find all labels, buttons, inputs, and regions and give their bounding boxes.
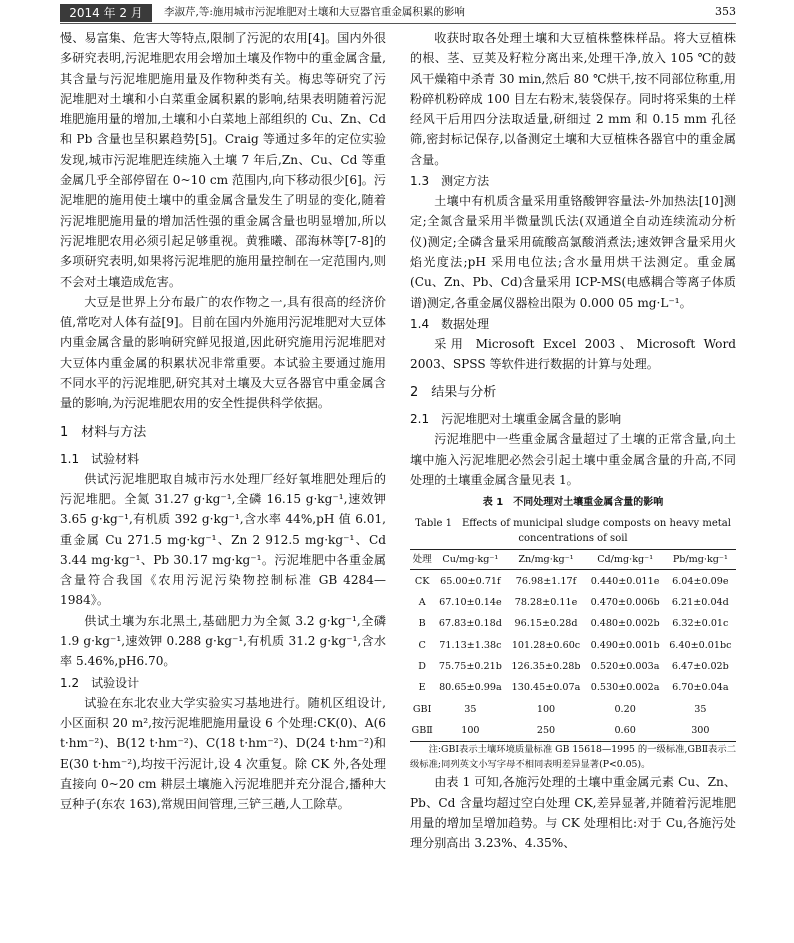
table-header-cell: 处理 (410, 550, 434, 570)
table-row (410, 592, 736, 613)
paragraph-data-processing: 采用 Microsoft Excel 2003、Microsoft Word 2003、SPSS 等软件进行数据的计算与处理。 (410, 336, 736, 372)
table-cell: 6.40±0.01bc (669, 639, 732, 651)
table-row (410, 720, 736, 742)
table-header-row (410, 550, 736, 570)
table-header-cell: Pb/mg·kg⁻¹ (665, 550, 736, 570)
table-note: 注:GBⅠ表示土壤环境质量标准 GB 15618—1995 的一级标准,GBⅡ表示二级标准;同列英文小写字母不相同表明差异显著(P<0.05)。 (410, 744, 736, 771)
paragraph-sampling: 收获时取各处理土壤和大豆植株整株样品。将大豆植株的根、茎、豆荚及籽粒分离出来,处理干净,放入 105 ℃的鼓风干燥箱中杀青 30 min,然后 80 ℃烘干,按不同部位称重,用粉碎机粉碎成 100 目左右粉末,装袋保存。同时将采集的土样经风干后用四分法取适量,研细过 2 mm 和 0.15 mm 孔径筛,密封标记保存,以备测定土壤和大豆植株各器官中的重金属含量。 (410, 31, 736, 167)
table-cell: GBⅡ (410, 720, 434, 742)
table-cell: GBⅠ (412, 703, 432, 715)
paragraph-experimental-design: 试验在东北农业大学实验实习基地进行。随机区组设计,小区面积 20 m²,按污泥堆肥施用量设 6 个处理:CK(0)、A(6 t·hm⁻²)、B(12 t·hm⁻²)、C(18 t·hm⁻²)、D(24 t·hm⁻²)和 E(30 t·hm⁻²),均按干污泥计,设 4 次重复。除 CK 外,各处理直接向 0~20 cm 耕层土壤施入污泥堆肥并充分混合,播种大豆种子(东农 163),常规田间管理,三铲三趟,人工除草。 (60, 695, 386, 812)
table-row (410, 656, 736, 677)
header-rule (60, 23, 736, 24)
table-cell: 0.20 (614, 703, 636, 715)
table-cell: 130.45±0.07a (511, 682, 581, 694)
table-caption-cn: 表 1 不同处理对土壤重金属含量的影响 (482, 497, 664, 509)
table-cell: 250 (506, 720, 585, 742)
table-cell: 80.65±0.99a (439, 682, 502, 694)
table-row (410, 613, 736, 634)
table-cell: D (418, 661, 426, 673)
table-cell: 76.98±1.17f (515, 575, 577, 587)
table-cell: 96.15±0.28d (514, 618, 578, 630)
table-cell: 67.10±0.14e (439, 596, 502, 608)
table-header-cell: Cu/mg·kg⁻¹ (434, 550, 506, 570)
table-cell: 6.04±0.09e (672, 575, 729, 587)
table-cell: 0.520±0.003a (590, 661, 660, 673)
table-caption-en: Table 1 Effects of municipal sludge composts on heavy metal concentrations of soil (415, 518, 731, 545)
subsection-heading-measurement: 1.3 测定方法 (410, 174, 490, 189)
table-cell: B (418, 618, 426, 630)
heavy-metal-table (410, 549, 736, 742)
section-heading-results: 2 结果与分析 (410, 385, 497, 401)
table-row (410, 699, 736, 720)
right-column (410, 28, 736, 854)
table-cell: 0.490±0.001b (590, 639, 660, 651)
table-cell: 100 (536, 703, 556, 715)
table-cell: A (418, 596, 426, 608)
table-cell: 0.60 (586, 720, 665, 742)
table-cell: 75.75±0.21b (438, 661, 502, 673)
table-cell: 0.440±0.011e (590, 575, 660, 587)
table-cell: 6.70±0.04a (672, 682, 729, 694)
table-cell: 126.35±0.28b (511, 661, 581, 673)
subsection-heading-materials: 1.1 试验材料 (60, 451, 140, 466)
table-cell: 0.530±0.002a (590, 682, 660, 694)
table-cell: 100 (434, 720, 506, 742)
paragraph-measurement-methods: 土壤中有机质含量采用重铬酸钾容量法-外加热法[10]测定;全氮含量采用半微量凯氏法(双通道全自动连续流动分析仪)测定;全磷含量采用硫酸高氯酸消煮法;速效钾含量采用火焰光度法;pH 采用电位法;含水量用烘干法测定。重金属(Cu、Zn、Pb、Cd)含量采用 ICP-MS(电感耦合等离子体质谱)测定,各重金属仪器检出限为 0.000 05 mg·L⁻¹。 (410, 194, 736, 310)
table-header-cell: Cd/mg·kg⁻¹ (586, 550, 665, 570)
table-cell: 6.21±0.04d (671, 596, 729, 608)
table-cell: 78.28±0.11e (514, 596, 578, 608)
paragraph-compost-properties: 供试污泥堆肥取自城市污水处理厂经好氧堆肥处理后的污泥堆肥。全氮 31.27 g·kg⁻¹,全磷 16.15 g·kg⁻¹,速效钾 3.65 g·kg⁻¹,有机质 392 g·kg⁻¹,含水率 44%,pH 值 6.01,重金属 Cu 271.5 mg·kg⁻¹、Zn 2 912.5 mg·kg⁻¹、Cd 3.44 mg·kg⁻¹、Pb 30.17 mg·kg⁻¹。污泥堆肥中各重金属含量符合我国《农用污泥污染物控制标准 GB 4284—1984》。 (60, 471, 386, 608)
section-heading-materials-methods: 1 材料与方法 (60, 424, 147, 440)
table-cell: 6.47±0.02b (671, 661, 729, 673)
table-cell: 35 (464, 703, 477, 715)
subsection-heading-data-processing: 1.4 数据处理 (410, 316, 490, 331)
left-column (60, 28, 386, 814)
table-cell: 35 (694, 703, 707, 715)
table-row (410, 634, 736, 655)
running-title: 李淑芹,等:施用城市污泥堆肥对土壤和大豆器官重金属积累的影响 (164, 6, 465, 18)
paragraph-soil-metals-intro: 污泥堆肥中一些重金属含量超过了土壤的正常含量,向土壤中施入污泥堆肥必然会引起土壤中重金属含量的升高,不同处理的土壤重金属含量见表 1。 (410, 432, 736, 488)
subsection-heading-soil-metals: 2.1 污泥堆肥对土壤重金属含量的影响 (410, 412, 622, 427)
table-cell: 6.32±0.01c (672, 618, 729, 630)
table-cell: E (418, 682, 426, 694)
table-header-cell: Zn/mg·kg⁻¹ (506, 550, 585, 570)
table-cell: 0.480±0.002b (590, 618, 660, 630)
table-cell: 71.13±1.38c (439, 639, 502, 651)
subsection-heading-design: 1.2 试验设计 (60, 675, 140, 690)
paragraph-table-discussion: 由表 1 可知,各施污处理的土壤中重金属元素 Cu、Zn、Pb、Cd 含量均超过空白处理 CK,差异显著,并随着污泥堆肥用量的增加呈增加趋势。与 CK 处理相比:对于 Cu,各施污处理分别高出 3.23%、4.35%、 (410, 775, 736, 851)
issue-date-tag: 2014 年 2 月 (60, 4, 152, 22)
page-number: 353 (715, 5, 736, 18)
table-cell: 67.83±0.18d (438, 618, 502, 630)
table-cell: 300 (665, 720, 736, 742)
paragraph-intro-continued: 慢、易富集、危害大等特点,限制了污泥的农用[4]。国内外很多研究表明,污泥堆肥农用会增加土壤及作物中的重金属含量,其含量与污泥堆肥施用量及作物种类有关。梅忠等研究了污泥堆肥对土壤和小白菜重金属积累的影响,结果表明随着污泥堆肥施用量的增加,土壤和小白菜地上部组织的 Cu、Zn、Cd 和 Pb 含量也呈积累趋势[5]。Craig 等通过多年的定位实验发现,城市污泥堆肥连续施入土壤 7 年后,Zn、Cu、Cd 等重金属几乎全部停留在 0~10 cm 范围内,向下移动很少[6]。污泥堆肥的施用使土壤中的重金属含量发生了明显的变化,随着污泥堆肥施用量的增加活性强的重金属含量也明显增加,所以污泥堆肥农用必须引起足够重视。黄雅曦、邵海林等[7-8]的多项研究表明,如果将污泥堆肥的施用量控制在一定范围内,则不会对土壤造成危害。 (60, 31, 386, 289)
table-row (410, 677, 736, 698)
table-cell: CK (414, 575, 430, 587)
paragraph-soil-properties: 供试土壤为东北黑土,基础肥力为全氮 3.2 g·kg⁻¹,全磷 1.9 g·kg⁻¹,速效钾 0.288 g·kg⁻¹,有机质 31.2 g·kg⁻¹,含水率 5.46%,pH6.70。 (60, 613, 386, 669)
table-cell: 0.470±0.006b (590, 596, 660, 608)
running-header (60, 0, 736, 24)
table-row (410, 570, 736, 592)
table-cell: 65.00±0.71f (440, 575, 501, 587)
table-cell: C (418, 639, 426, 651)
paragraph-soybean-background: 大豆是世界上分布最广的农作物之一,具有很高的经济价值,常吃对人体有益[9]。目前在国内外施用污泥堆肥对大豆体内重金属含量的影响研究鲜见报道,因此研究施用污泥堆肥对大豆体内重金属的积累状况非常重要。本试验主要通过施用不同水平的污泥堆肥,研究其对土壤及大豆各器官中重金属含量的影响,为污泥堆肥农用的安全性提供科学依据。 (60, 294, 386, 411)
table-cell: 101.28±0.60c (511, 639, 581, 651)
